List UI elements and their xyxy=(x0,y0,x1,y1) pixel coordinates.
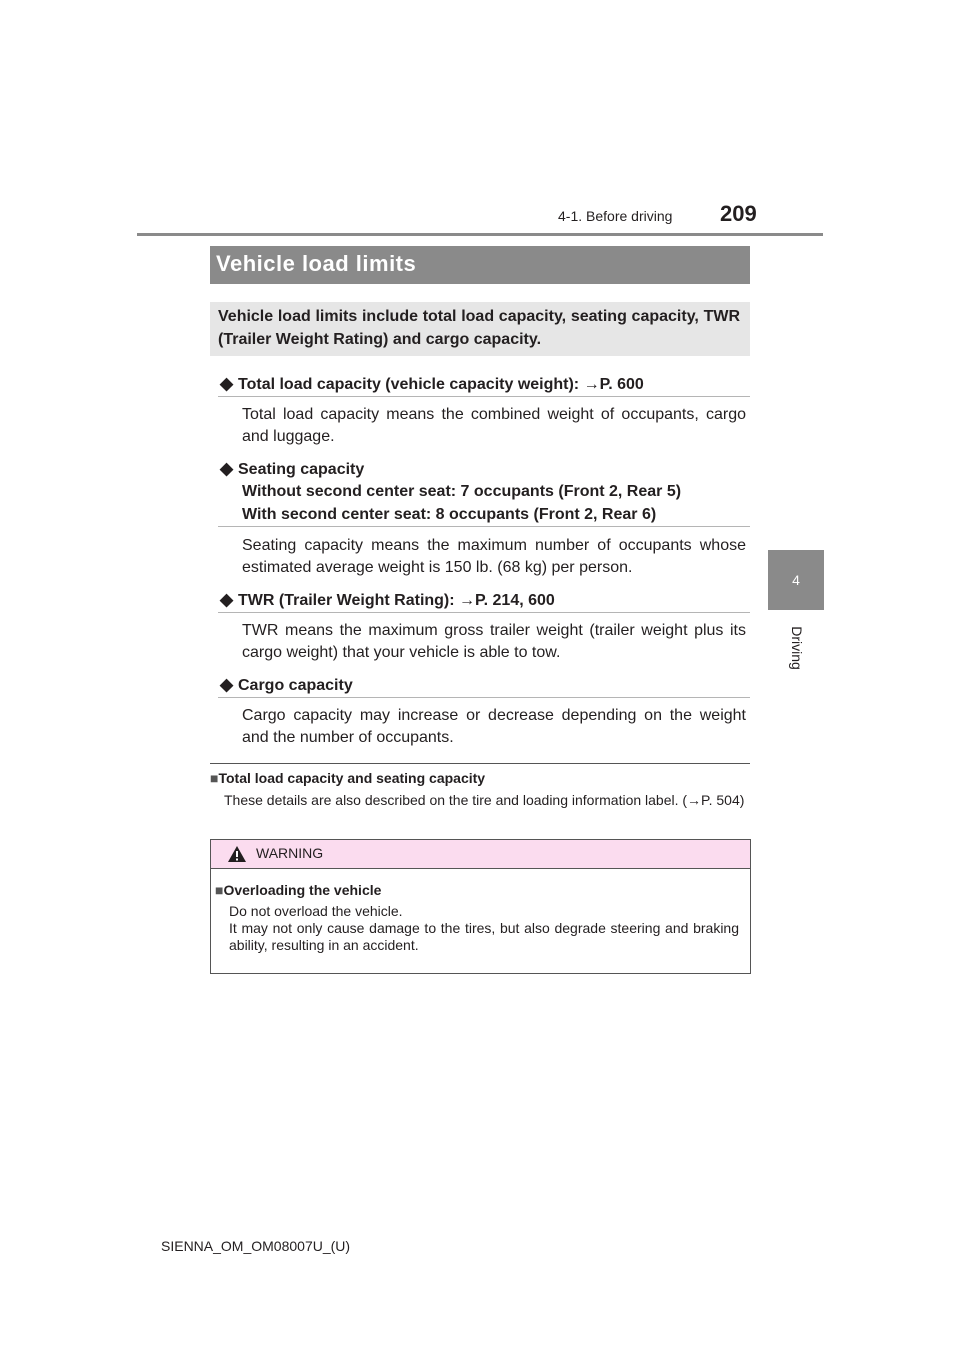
intro-text: Vehicle load limits include total load capacity, seating capacity, TWR (Trailer Weight Rating) and cargo capacity. xyxy=(218,308,740,348)
warning-triangle-icon xyxy=(227,845,247,863)
item-heading-text: Cargo capacity xyxy=(238,677,353,694)
warning-text xyxy=(229,903,739,954)
item-heading-text: TWR (Trailer Weight Rating): →P. 214, 600 xyxy=(238,592,555,609)
item-heading-text: Seating capacity xyxy=(238,461,365,478)
note-heading xyxy=(210,770,485,786)
item-divider xyxy=(218,697,750,698)
item-body-total-load: Total load capacity means the combined weight of occupants, cargo and luggage. xyxy=(242,406,746,445)
section-title: 4-1. Before driving xyxy=(558,208,673,224)
warning-box xyxy=(210,839,751,974)
item-heading-total-load xyxy=(220,372,644,396)
warning-header xyxy=(211,840,750,869)
note-heading-text: Total load capacity and seating capacity xyxy=(218,770,486,786)
warning-line: It may not only cause damage to the tires, but also degrade steering and braking ability, resulting in an accident. xyxy=(229,920,739,953)
chapter-number: 4 xyxy=(792,572,800,588)
item-heading-twr xyxy=(220,588,555,612)
warning-heading xyxy=(215,882,381,898)
page-title: Vehicle load limits xyxy=(216,251,417,276)
diamond-bullet-icon: ◆ xyxy=(220,675,234,694)
diamond-bullet-icon: ◆ xyxy=(220,374,234,393)
intro-box xyxy=(210,302,750,356)
page-title-bar xyxy=(210,246,750,284)
item-divider xyxy=(218,396,750,397)
chapter-label: Driving xyxy=(789,626,805,670)
square-bullet-icon: ■ xyxy=(210,770,219,786)
diamond-bullet-icon: ◆ xyxy=(220,590,234,609)
seating-line-with-center: With second center seat: 8 occupants (Front 2, Rear 6) xyxy=(242,506,657,523)
item-divider xyxy=(218,612,750,613)
warning-heading-text: Overloading the vehicle xyxy=(223,882,382,898)
chapter-tab xyxy=(768,550,824,610)
seating-line-without-center: Without second center seat: 7 occupants (Front 2, Rear 5) xyxy=(242,483,682,500)
item-body-cargo: Cargo capacity may increase or decrease depending on the weight and the number of occupants. xyxy=(242,707,746,746)
section-divider xyxy=(210,763,750,764)
item-heading-seating xyxy=(220,457,364,481)
warning-line: Do not overload the vehicle. xyxy=(229,903,403,919)
chapter-label-wrap xyxy=(789,618,805,678)
warning-title: WARNING xyxy=(256,845,324,861)
document-code: SIENNA_OM_OM08007U_(U) xyxy=(161,1238,351,1254)
item-heading-text: Total load capacity (vehicle capacity weight): →P. 600 xyxy=(238,376,644,393)
header-divider xyxy=(137,233,823,236)
item-body-seating: Seating capacity means the maximum number of occupants whose estimated average weight is 150 lb. (68 kg) per person. xyxy=(242,537,746,576)
item-divider xyxy=(218,526,750,527)
item-heading-cargo xyxy=(220,673,353,697)
page-number: 209 xyxy=(720,201,757,226)
diamond-bullet-icon: ◆ xyxy=(220,459,234,478)
square-bullet-icon: ■ xyxy=(215,882,224,898)
note-text: These details are also described on the tire and loading information label. (→P. 504) xyxy=(224,792,745,808)
item-body-twr: TWR means the maximum gross trailer weight (trailer weight plus its cargo weight) that your vehicle is able to tow. xyxy=(242,622,746,661)
